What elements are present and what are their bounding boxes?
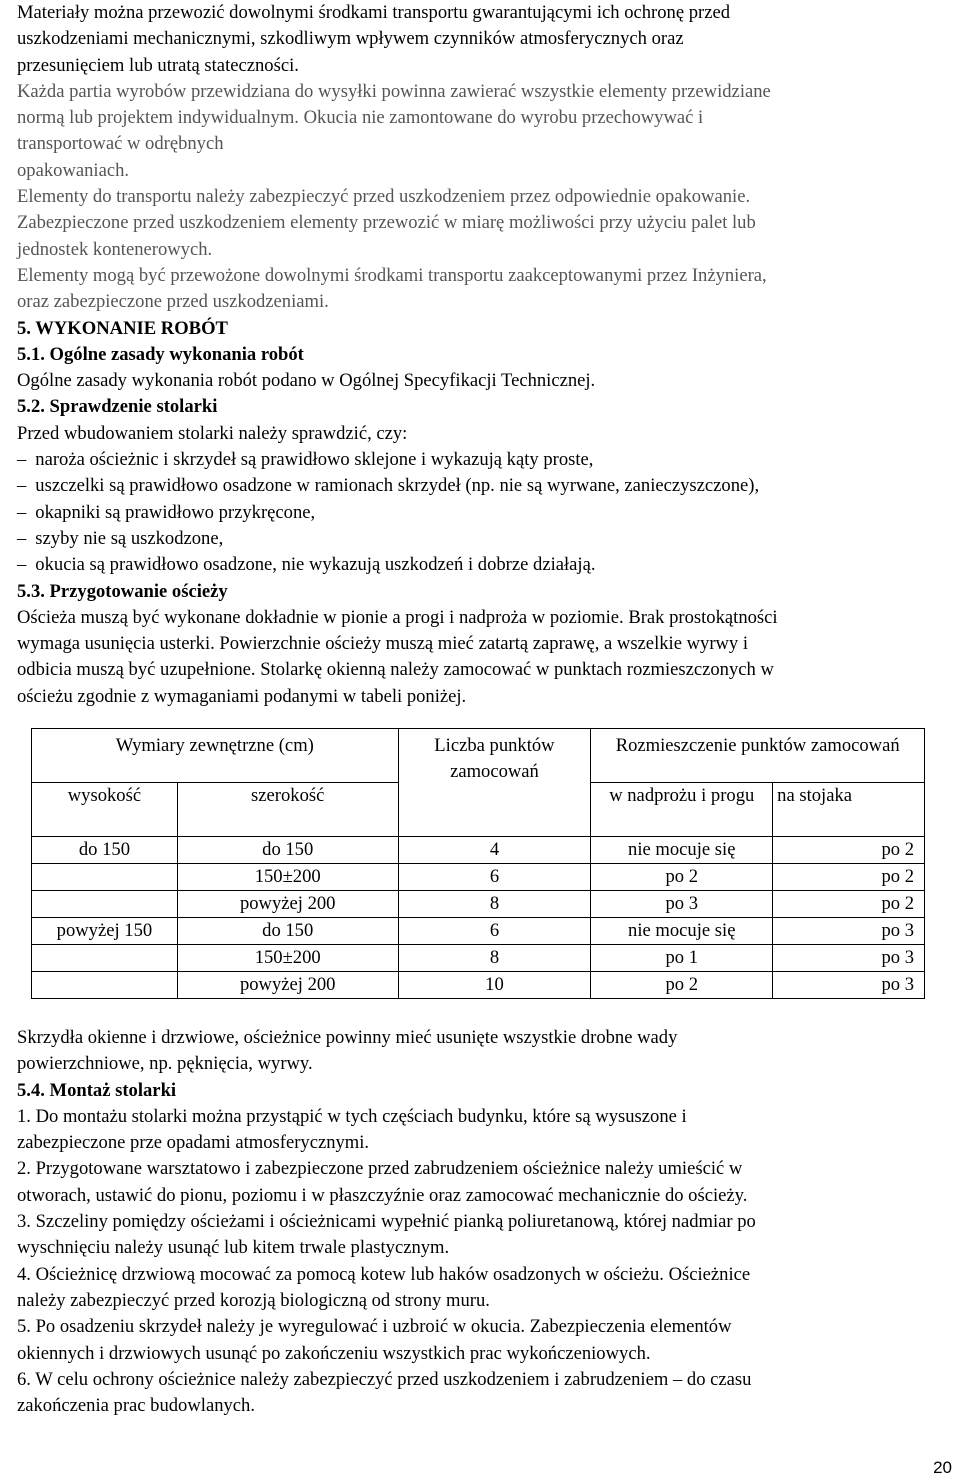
header-lintel-sill: w nadprożu i progu <box>591 783 773 837</box>
cell-count: 10 <box>398 972 591 999</box>
table-row <box>32 972 925 999</box>
cell-count: 4 <box>398 837 591 864</box>
text-line: otworach, ustawić do pionu, poziomu i w płaszczyźnie oraz zamocować mechanicznie do ościeży. <box>17 1184 748 1206</box>
text-line: 5. Po osadzeniu skrzydeł należy je wyregulować i uzbroić w okucia. Zabezpieczenia elementów <box>17 1316 732 1338</box>
list-item: – uszczelki są prawidłowo osadzone w ramionach skrzydeł (np. nie są wyrwane, zanieczyszczone), <box>17 473 945 499</box>
cell-height <box>32 972 178 999</box>
table-row <box>32 945 925 972</box>
header-point-layout: Rozmieszczenie punktów zamocowań <box>591 729 925 783</box>
subsection-title: Montaż stolarki <box>49 1079 177 1101</box>
text-line: transportować w odrębnych <box>17 133 224 155</box>
cell-lintel: po 1 <box>591 945 773 972</box>
cell-jamb: po 2 <box>773 891 925 918</box>
subsection-number: 5.4. <box>17 1079 45 1101</box>
subsection-title: Sprawdzenie stolarki <box>49 396 218 418</box>
text-line: jednostek kontenerowych. <box>17 238 213 260</box>
table-row <box>32 864 925 891</box>
cell-lintel: po 3 <box>591 891 773 918</box>
text-line: Zabezpieczone przed uszkodzeniem elementy przewozić w miarę możliwości przy użyciu palet lub <box>17 212 756 234</box>
text-line: Elementy mogą być przewożone dowolnymi środkami transportu zaakceptowanymi przez Inżyniera, <box>17 264 767 286</box>
text-line: wymaga usunięcia usterki. Powierzchnie ościeży muszą mieć zatartą zaprawę, a wszelkie wyrwy i <box>17 633 749 655</box>
table-row <box>32 891 925 918</box>
text-line: Materiały można przewozić dowolnymi środkami transportu gwarantującymi ich ochronę przed <box>17 2 731 23</box>
cell-count: 8 <box>398 891 591 918</box>
text-line: zakończenia prac budowlanych. <box>17 1395 255 1417</box>
cell-lintel: po 2 <box>591 972 773 999</box>
cell-jamb: po 3 <box>773 918 925 945</box>
cell-lintel: po 2 <box>591 864 773 891</box>
text-line: uszkodzeniami mechanicznymi, szkodliwym wpływem czynników atmosferycznych oraz <box>17 28 684 50</box>
text-line: ościeżu zgodnie z wymaganiami podanymi w tabeli poniżej. <box>17 685 467 707</box>
cell-height <box>32 864 178 891</box>
cell-width: powyżej 200 <box>177 972 398 999</box>
section-heading <box>17 316 945 342</box>
table-row <box>32 918 925 945</box>
cell-count: 6 <box>398 918 591 945</box>
subsection-heading <box>17 579 945 605</box>
text-line: Skrzydła okienne i drzwiowe, ościeżnice powinny mieć usunięte wszystkie drobne wady <box>17 1027 678 1048</box>
cell-lintel: nie mocuje się <box>591 918 773 945</box>
text-line: zabezpieczone prze opadami atmosferycznymi. <box>17 1132 370 1154</box>
header-width: szerokość <box>177 783 398 837</box>
subsection-number: 5.2. <box>17 396 45 418</box>
subsection-number: 5.1. <box>17 343 45 365</box>
text-line: odbicia muszą być uzupełnione. Stolarkę okienną należy zamocować w punktach rozmieszczonych w <box>17 659 774 681</box>
cell-width: do 150 <box>177 918 398 945</box>
text-line: Ogólne zasady wykonania robót podano w Ogólnej Specyfikacji Technicznej. <box>17 370 596 392</box>
transport-paragraph <box>17 0 945 316</box>
cell-width: 150±200 <box>177 864 398 891</box>
text-line: Ościeża muszą być wykonane dokładnie w pionie a progi i nadproża w poziomie. Brak prostokątności <box>17 606 778 628</box>
list-item: – okapniki są prawidłowo przykręcone, <box>17 500 945 526</box>
header-dimensions: Wymiary zewnętrzne (cm) <box>32 729 399 783</box>
post-table-section <box>17 1025 945 1419</box>
mounting-points-table <box>31 728 925 999</box>
document-body <box>17 0 945 710</box>
cell-lintel: nie mocuje się <box>591 837 773 864</box>
cell-width: do 150 <box>177 837 398 864</box>
text-line: 1. Do montażu stolarki można przystąpić w tych częściach budynku, które są wysuszone i <box>17 1105 687 1127</box>
cell-height: do 150 <box>32 837 178 864</box>
text-line: 3. Szczeliny pomiędzy ościeżami i ościeżnicami wypełnić pianką poliuretanową, której nadmiar po <box>17 1211 756 1233</box>
cell-jamb: po 2 <box>773 837 925 864</box>
cell-height: powyżej 150 <box>32 918 178 945</box>
header-height: wysokość <box>32 783 178 837</box>
subsection-title: Ogólne zasady wykonania robót <box>49 343 304 365</box>
text-line: normą lub projektem indywidualnym. Okucia nie zamontowane do wyrobu przechowywać i <box>17 107 704 129</box>
section-number: 5. <box>17 317 31 339</box>
list-item: – szyby nie są uszkodzone, <box>17 526 945 552</box>
cell-height <box>32 945 178 972</box>
text-line: Każda partia wyrobów przewidziana do wysyłki powinna zawierać wszystkie elementy przewidziane <box>17 80 771 102</box>
cell-jamb: po 3 <box>773 972 925 999</box>
cell-count: 8 <box>398 945 591 972</box>
cell-width: 150±200 <box>177 945 398 972</box>
checklist <box>17 447 945 578</box>
section-title: WYKONANIE ROBÓT <box>35 317 228 339</box>
subsection-number: 5.3. <box>17 580 45 602</box>
text-line: Elementy do transportu należy zabezpieczyć przed uszkodzeniem przez odpowiednie opakowanie. <box>17 186 751 208</box>
subsection-heading <box>17 342 945 368</box>
header-jamb: na stojaka <box>773 783 925 837</box>
header-point-count: Liczba punktów zamocowań <box>398 729 591 837</box>
text-line: oraz zabezpieczone przed uszkodzeniami. <box>17 291 329 313</box>
subsection-heading <box>17 1078 945 1104</box>
cell-count: 6 <box>398 864 591 891</box>
list-item: – okucia są prawidłowo osadzone, nie wykazują uszkodzeń i dobrze działają. <box>17 552 945 578</box>
text-line: 4. Ościeżnicę drzwiową mocować za pomocą kotew lub haków osadzonych w ościeżu. Ościeżnice <box>17 1263 751 1285</box>
text-line: należy zabezpieczyć przed korozją biologiczną od strony muru. <box>17 1289 490 1311</box>
text-line: wyschnięciu należy usunąć lub kitem trwale plastycznym. <box>17 1237 450 1259</box>
text-line: przesunięciem lub utratą stateczności. <box>17 54 299 76</box>
text-line: 6. W celu ochrony ościeżnice należy zabezpieczyć przed uszkodzeniem i zabrudzeniem – do czasu <box>17 1368 752 1390</box>
text-line: okiennych i drzwiowych usunąć po zakończeniu wszystkich prac wykończeniowych. <box>17 1342 651 1364</box>
table-row <box>32 837 925 864</box>
subsection-heading <box>17 394 945 420</box>
cell-jamb: po 2 <box>773 864 925 891</box>
cell-height <box>32 891 178 918</box>
subsection-title: Przygotowanie ościeży <box>49 580 228 602</box>
page-number: 20 <box>933 1457 952 1477</box>
text-line: Przed wbudowaniem stolarki należy sprawdzić, czy: <box>17 422 408 444</box>
text-line: powierzchniowe, np. pęknięcia, wyrwy. <box>17 1053 313 1075</box>
list-item: – naroża ościeżnic i skrzydeł są prawidłowo sklejone i wykazują kąty proste, <box>17 447 945 473</box>
cell-width: powyżej 200 <box>177 891 398 918</box>
text-line: opakowaniach. <box>17 159 130 181</box>
table-header-row <box>32 729 925 783</box>
text-line: 2. Przygotowane warsztatowo i zabezpieczone przed zabrudzeniem ościeżnice należy umieścić w <box>17 1158 743 1180</box>
cell-jamb: po 3 <box>773 945 925 972</box>
